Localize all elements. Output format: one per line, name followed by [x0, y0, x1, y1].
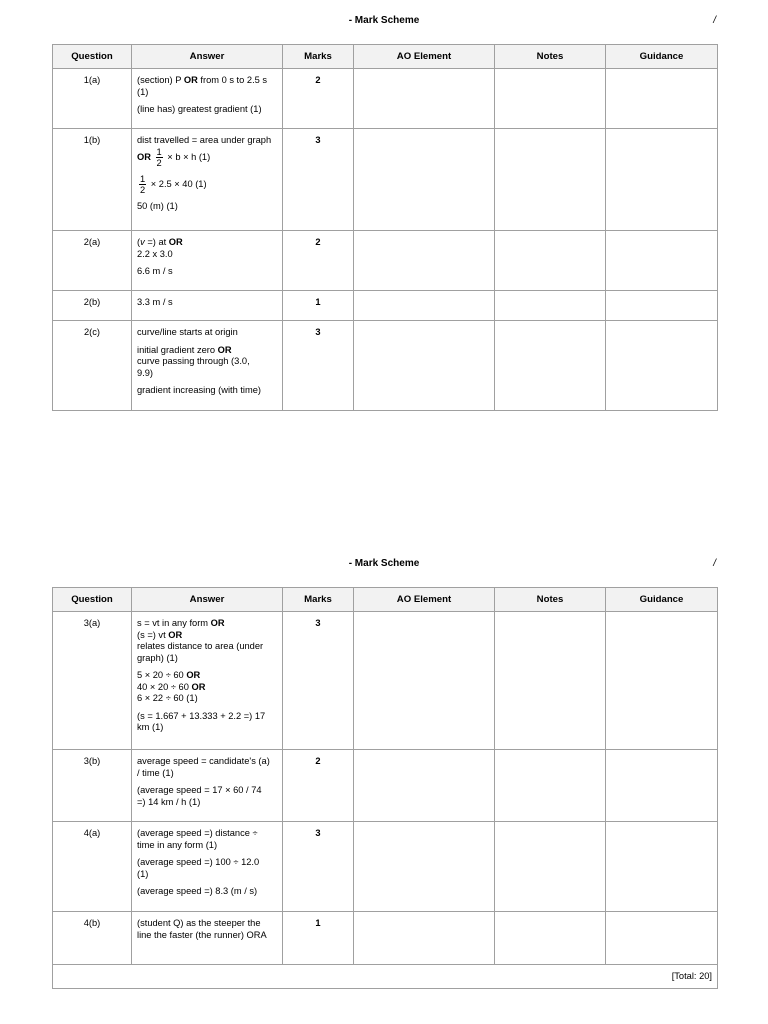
answer-cell — [132, 321, 283, 411]
table-header — [53, 588, 718, 612]
page-title: - Mark Scheme — [348, 15, 420, 26]
answer-cell — [132, 612, 283, 750]
answer-line: s = vt in any form OR — [137, 618, 225, 628]
question-cell: 2(a) — [53, 231, 132, 291]
guidance-cell — [606, 291, 718, 321]
question-cell: 4(a) — [53, 822, 132, 912]
question-cell: 3(b) — [53, 750, 132, 822]
notes-cell — [495, 291, 606, 321]
table-row — [53, 612, 718, 750]
italic-symbol: v — [140, 237, 145, 247]
question-cell: 2(c) — [53, 321, 132, 411]
question-cell: 1(b) — [53, 129, 132, 231]
ao-element-cell — [354, 69, 495, 129]
fraction-denominator: 2 — [156, 157, 162, 168]
answer-line: (s = 1.667 + 13.333 + 2.2 =) 17 — [137, 710, 266, 721]
header-row — [53, 45, 718, 69]
table-row — [53, 750, 718, 822]
answer-cell — [132, 822, 283, 912]
page-title: - Mark Scheme — [348, 558, 420, 569]
marks-cell: 1 — [283, 912, 354, 965]
table-row — [53, 912, 718, 965]
answer-line: (1) — [137, 86, 149, 97]
answer-line: (line has) greatest gradient (1) — [137, 104, 262, 114]
column-header-answer: Answer — [132, 45, 283, 69]
header-row — [53, 588, 718, 612]
answer-line: 6 × 22 ÷ 60 (1) — [137, 693, 198, 703]
total-marks: [Total: 20] — [53, 965, 718, 989]
answer-line: (average speed =) 8.3 (m / s) — [137, 886, 258, 896]
answer-line: 5 × 20 ÷ 60 OR — [137, 670, 201, 680]
table-row — [53, 231, 718, 291]
answer-line: 3.3 m / s — [137, 297, 173, 307]
or-keyword: OR — [210, 618, 225, 628]
answer-line: relates distance to area (under — [137, 641, 264, 651]
column-header-question: Question — [53, 45, 132, 69]
or-keyword: OR — [168, 629, 183, 640]
or-keyword: OR — [137, 151, 151, 162]
answer-line: 6.6 m / s — [137, 266, 173, 276]
column-header-ao-element: AO Element — [354, 45, 495, 69]
marks-cell: 2 — [283, 69, 354, 129]
guidance-cell — [606, 612, 718, 750]
marks-cell: 2 — [283, 750, 354, 822]
answer-line: 9.9) — [137, 367, 154, 378]
table-header — [53, 45, 718, 69]
marks-cell: 3 — [283, 321, 354, 411]
column-header-answer: Answer — [132, 588, 283, 612]
column-header-guidance: Guidance — [606, 588, 718, 612]
answer-line: curve passing through (3.0, — [137, 356, 250, 366]
answer-line: km (1) — [137, 722, 164, 732]
answer-line: dist travelled = area under graph — [137, 135, 272, 145]
answer-cell — [132, 912, 283, 965]
answer-line: 50 (m) (1) — [137, 200, 178, 211]
table-row — [53, 291, 718, 321]
notes-cell — [495, 612, 606, 750]
ao-element-cell — [354, 129, 495, 231]
answer-line: 2.2 x 3.0 — [137, 248, 173, 259]
notes-cell — [495, 231, 606, 291]
total-row — [53, 965, 718, 989]
answer-line: (s =) vt OR — [137, 629, 183, 640]
notes-cell — [495, 822, 606, 912]
table-row — [53, 822, 718, 912]
fraction — [139, 174, 146, 195]
guidance-cell — [606, 822, 718, 912]
answer-cell — [132, 129, 283, 231]
answer-line: curve/line starts at origin — [137, 327, 238, 337]
answer-line: OR $\frac{1}{2}$ × b × h (1) — [137, 146, 211, 168]
page-header — [0, 558, 768, 572]
notes-cell — [495, 912, 606, 965]
or-keyword: OR — [191, 681, 206, 692]
answer-line: 40 × 20 ÷ 60 OR — [137, 681, 206, 692]
answer-line: =) 14 km / h (1) — [137, 796, 201, 807]
answer-line: average speed = candidate's (a) — [137, 756, 270, 766]
answer-line: line the faster (the runner) ORA — [137, 929, 267, 940]
marks-cell: 1 — [283, 291, 354, 321]
fraction-numerator: 1 — [140, 173, 146, 184]
answer-line: (average speed =) 100 ÷ 12.0 — [137, 857, 260, 867]
column-header-ao-element: AO Element — [354, 588, 495, 612]
column-header-question: Question — [53, 588, 132, 612]
marks-cell: 3 — [283, 822, 354, 912]
mark-scheme-table — [52, 587, 718, 989]
answer-cell — [132, 231, 283, 291]
column-header-guidance: Guidance — [606, 45, 718, 69]
guidance-cell — [606, 912, 718, 965]
ao-element-cell — [354, 612, 495, 750]
answer-cell — [132, 750, 283, 822]
answer-line: initial gradient zero OR — [137, 344, 232, 355]
question-cell: 2(b) — [53, 291, 132, 321]
column-header-notes: Notes — [495, 45, 606, 69]
fraction — [156, 147, 163, 168]
fraction-denominator: 2 — [140, 184, 146, 195]
guidance-cell — [606, 750, 718, 822]
guidance-cell — [606, 129, 718, 231]
column-header-marks: Marks — [283, 588, 354, 612]
marks-cell: 3 — [283, 129, 354, 231]
answer-line: (average speed =) distance ÷ — [137, 828, 258, 838]
question-cell: 4(b) — [53, 912, 132, 965]
mark-scheme-table — [52, 44, 718, 411]
page-header-slash: / — [713, 15, 716, 26]
answer-cell — [132, 291, 283, 321]
or-keyword: OR — [186, 670, 201, 680]
answer-line: (average speed = 17 × 60 / 74 — [137, 785, 262, 795]
question-cell: 1(a) — [53, 69, 132, 129]
notes-cell — [495, 321, 606, 411]
question-cell: 3(a) — [53, 612, 132, 750]
answer-line: (student Q) as the steeper the — [137, 918, 261, 928]
answer-cell — [132, 69, 283, 129]
ao-element-cell — [354, 822, 495, 912]
ao-element-cell — [354, 750, 495, 822]
or-keyword: OR — [217, 344, 232, 355]
table-row — [53, 129, 718, 231]
notes-cell — [495, 750, 606, 822]
ao-element-cell — [354, 291, 495, 321]
ao-element-cell — [354, 321, 495, 411]
answer-line: graph) (1) — [137, 652, 178, 663]
or-keyword: OR — [183, 75, 198, 85]
table-row — [53, 321, 718, 411]
table-row — [53, 69, 718, 129]
answer-line: (v =) at OR — [137, 237, 183, 247]
answer-line: / time (1) — [137, 767, 174, 778]
or-keyword: OR — [168, 237, 183, 247]
answer-line: time in any form (1) — [137, 839, 218, 850]
guidance-cell — [606, 231, 718, 291]
guidance-cell — [606, 321, 718, 411]
answer-line: $\frac{1}{2}$ × 2.5 × 40 (1) — [140, 173, 207, 195]
page-header — [0, 15, 768, 29]
guidance-cell — [606, 69, 718, 129]
column-header-marks: Marks — [283, 45, 354, 69]
column-header-notes: Notes — [495, 588, 606, 612]
fraction-numerator: 1 — [156, 146, 162, 157]
ao-element-cell — [354, 912, 495, 965]
answer-line: (1) — [137, 868, 149, 879]
notes-cell — [495, 129, 606, 231]
ao-element-cell — [354, 231, 495, 291]
answer-line: (section) P OR from 0 s to 2.5 s — [137, 75, 268, 85]
notes-cell — [495, 69, 606, 129]
marks-cell: 3 — [283, 612, 354, 750]
answer-line: gradient increasing (with time) — [137, 385, 262, 395]
marks-cell: 2 — [283, 231, 354, 291]
page-header-slash: / — [713, 558, 716, 569]
